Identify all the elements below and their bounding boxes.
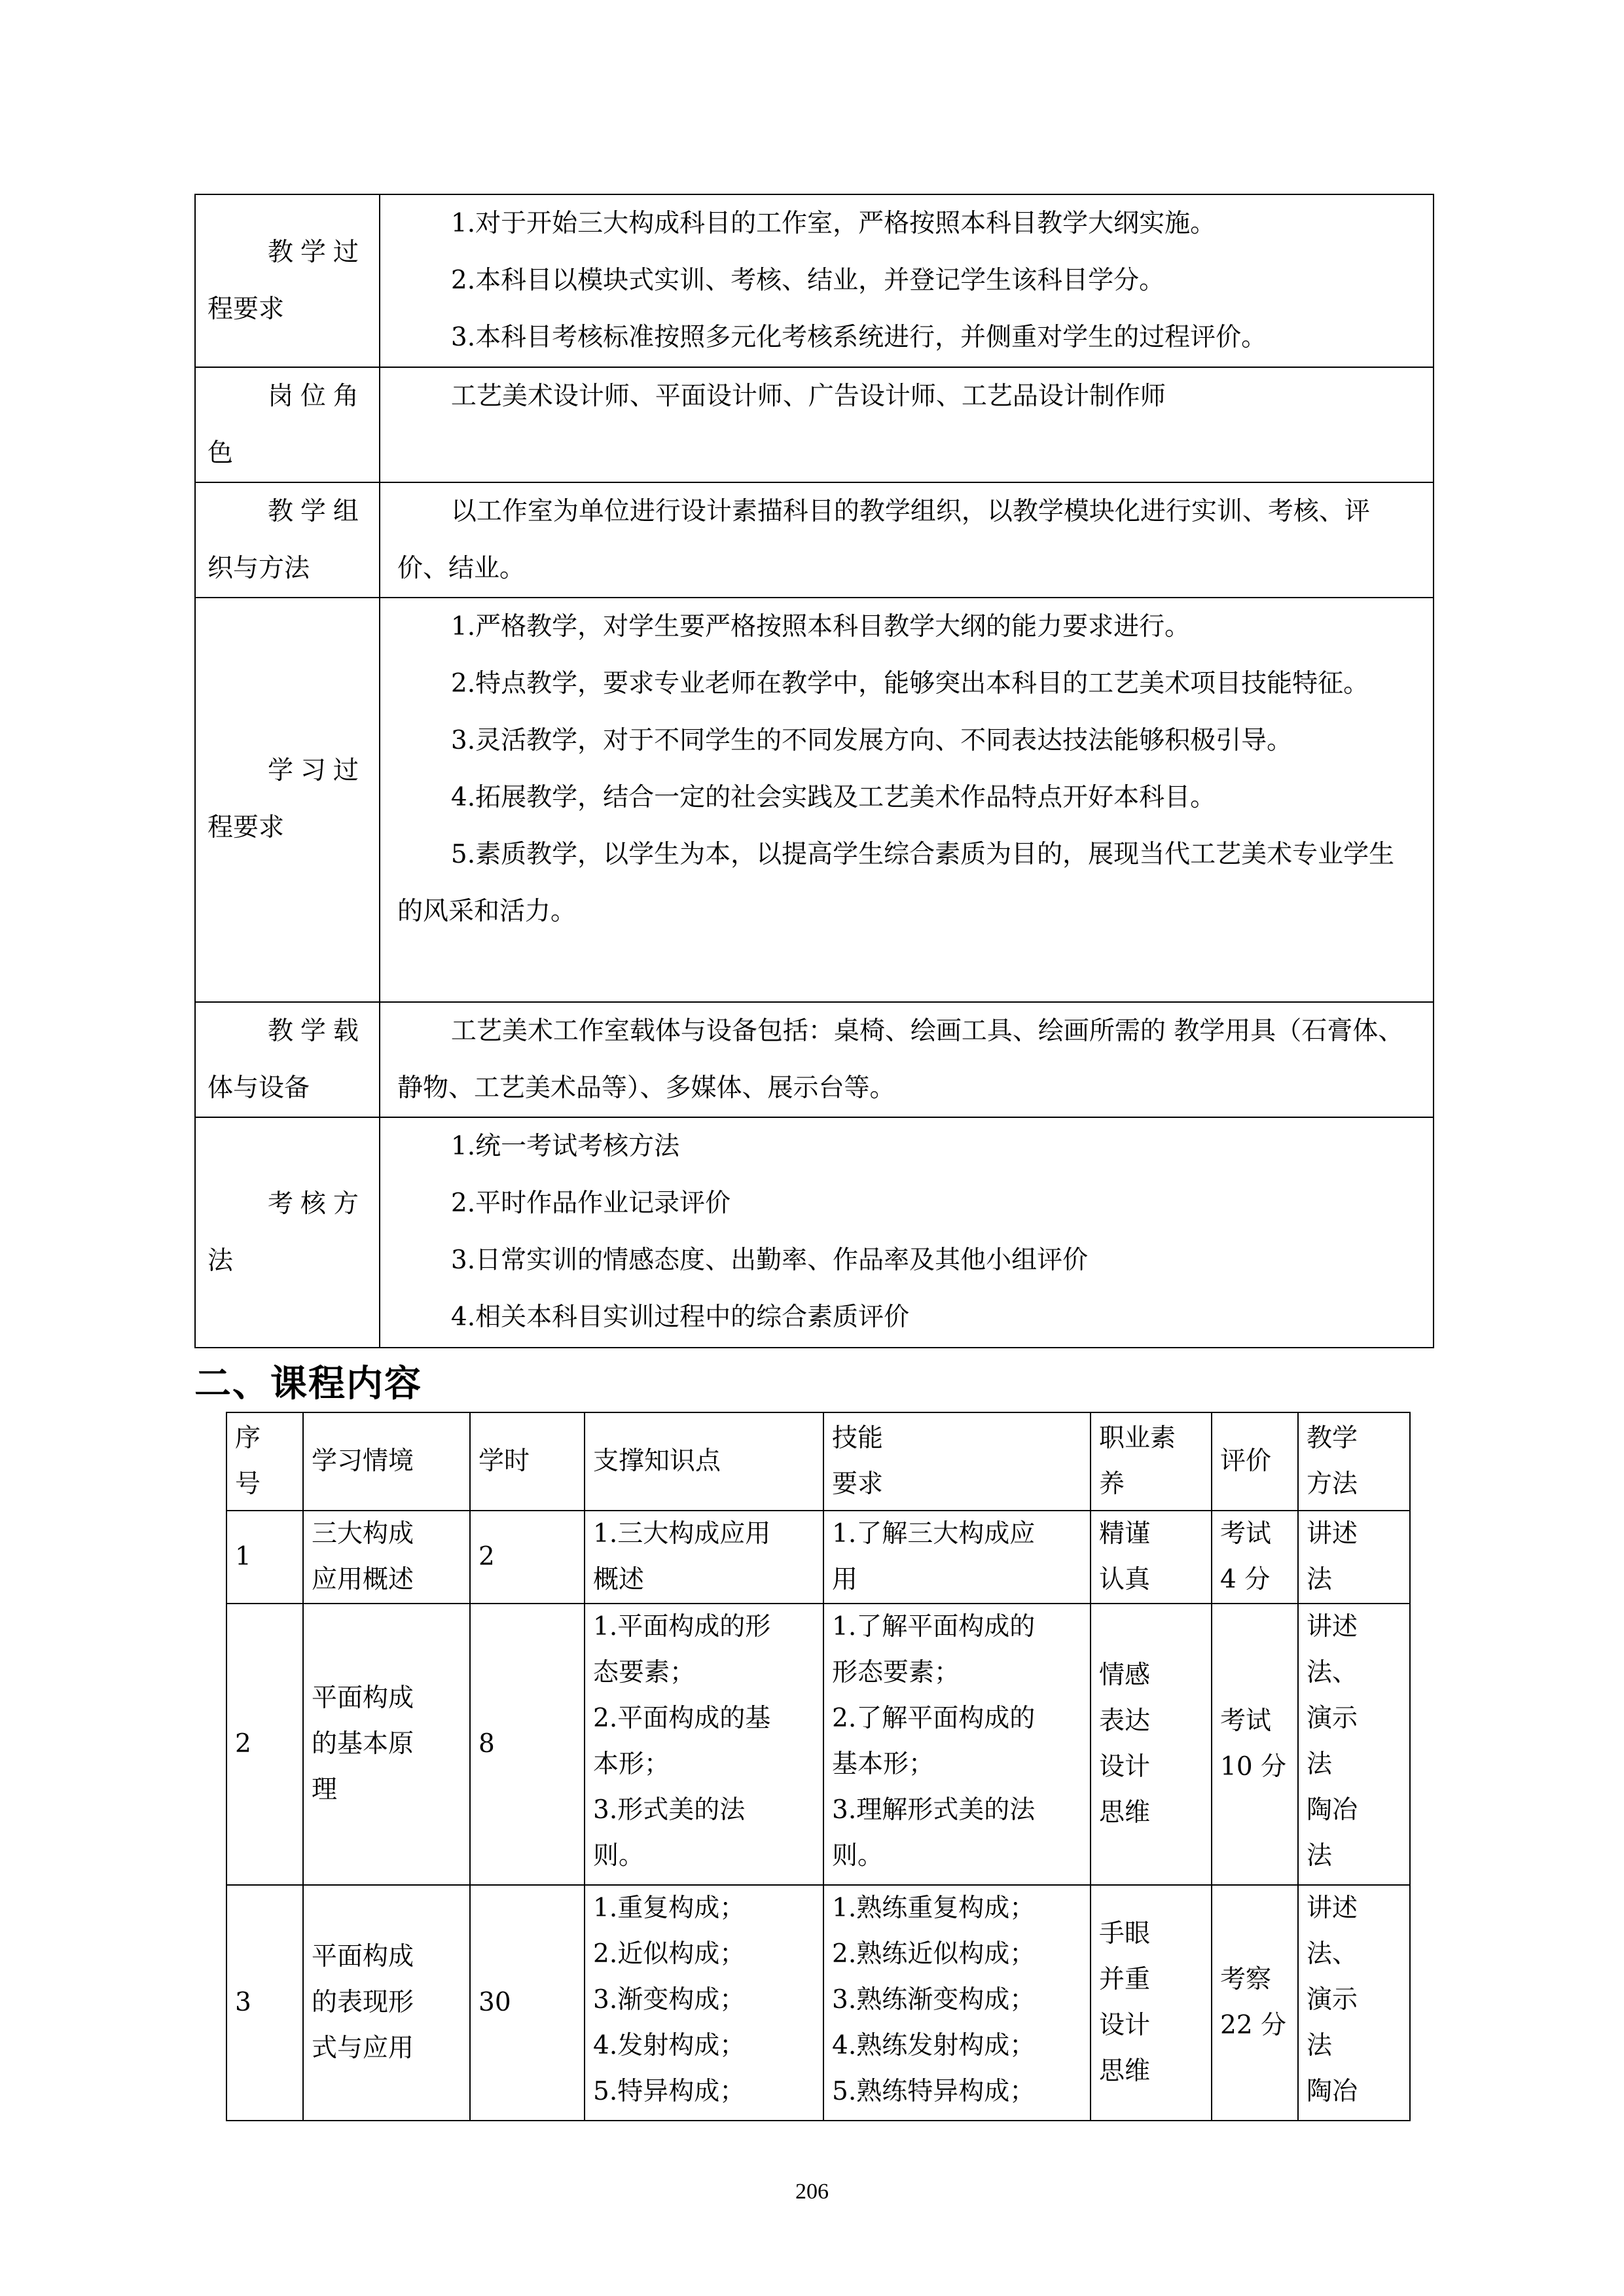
cell-line: 2.平面构成的基 [593,1704,771,1733]
cell-line: 表达 [1099,1706,1151,1736]
cell-line: 教学 [1307,1424,1358,1453]
cell-evaluation [1212,1604,1298,1885]
content-paragraph: 2.特点教学，要求专业老师在教学中，能够突出本科目的工艺美术项目技能特征。 [450,669,1369,698]
cell-line: 考试 [1220,1519,1272,1549]
cell-line: 陶冶 [1307,2077,1358,2106]
cell-hours [470,1604,585,1885]
cell-line: 1.三大构成应用 [593,1519,771,1549]
cell-knowledge [585,1885,823,2121]
cell-line: 演示 [1307,1704,1358,1733]
cell-line: 要求 [832,1469,884,1499]
cell-line: 2.近似构成； [593,1939,746,1969]
row-label [195,1117,380,1348]
cell-hours [470,1885,585,2121]
cell-line: 3.熟练渐变构成； [832,1985,1036,2015]
cell-line: 基本形； [832,1749,935,1779]
content-paragraph: 1.严格教学，对学生要严格按照本科目教学大纲的能力要求进行。 [450,612,1191,641]
cell-line: 技能 [832,1424,884,1453]
cell-line: 认真 [1099,1565,1151,1594]
cell-quality [1091,1604,1212,1885]
header-cell [1091,1412,1212,1511]
requirement-row [195,1117,1434,1348]
cell-skills [823,1511,1091,1604]
cell-value: 30 [478,1988,511,2017]
cell-line: 3.理解形式美的法 [832,1795,1036,1825]
cell-line: 概述 [593,1565,645,1594]
cell-line: 思维 [1099,2056,1151,2086]
cell-line: 则。 [593,1841,645,1871]
content-paragraph: 3.本科目考核标准按照多元化考核系统进行，并侧重对学生的过程评价。 [450,323,1267,352]
cell-line: 应用概述 [312,1565,414,1594]
cell-line: 用 [832,1565,858,1594]
cell-line: 法 [1307,1565,1333,1594]
content-paragraph: 3.日常实训的情感态度、出勤率、作品率及其他小组评价 [450,1246,1089,1275]
row-label-line: 法 [208,1246,234,1276]
cell-knowledge [585,1604,823,1885]
cell-line: 法、 [1307,1658,1358,1687]
cell-value: 3 [235,1988,251,2017]
row-label [195,1002,380,1117]
cell-line: 3.渐变构成； [593,1985,746,2015]
header-row [226,1412,1410,1511]
row-label [195,367,380,482]
cell-line: 形态要素； [832,1658,960,1687]
cell-line: 学习情境 [312,1446,414,1476]
cell-line: 1.重复构成； [593,1893,746,1923]
cell-line: 4.发射构成； [593,2031,746,2060]
header-cell [1298,1412,1410,1511]
row-content [380,367,1434,482]
section-title: 二、课程内容 [194,1363,422,1405]
cell-line: 态要素； [593,1658,696,1687]
row-label [195,482,380,598]
cell-line: 1.了解三大构成应 [832,1519,1036,1549]
cell-line: 1.了解平面构成的 [832,1612,1036,1641]
row-content [380,482,1434,598]
row-content [380,1002,1434,1117]
cell-line: 养 [1099,1469,1125,1499]
requirement-row [195,1002,1434,1117]
row-label-line: 色 [208,439,234,468]
row-label-line: 学习过 [268,756,366,785]
page-number: 206 [795,2179,829,2204]
cell-line: 法 [1307,1841,1333,1871]
requirement-row [195,194,1434,367]
cell-knowledge [585,1511,823,1604]
content-paragraph: 工艺美术工作室载体与设备包括：桌椅、绘画工具、绘画所需的 教学用具（石膏体、静物、工艺美术品等）、多媒体、展示台等。 [397,1016,1404,1103]
cell-line: 手眼 [1099,1919,1151,1948]
cell-line: 设计 [1099,1752,1151,1782]
header-cell [303,1412,470,1511]
row-content [380,194,1434,367]
cell-quality [1091,1511,1212,1604]
row-label [195,194,380,367]
table-row [226,1885,1410,2121]
header-cell [1212,1412,1298,1511]
row-label-line: 教学组 [268,497,366,526]
cell-line: 4.熟练发射构成； [832,2031,1036,2060]
cell-line: 三大构成 [312,1519,414,1549]
cell-line: 1.熟练重复构成； [832,1893,1036,1923]
row-label-line: 岗位角 [268,382,366,411]
cell-line: 思维 [1099,1798,1151,1827]
cell-line: 2.了解平面构成的 [832,1704,1036,1733]
row-content [380,1117,1434,1348]
content-paragraph: 2.本科目以模块式实训、考核、结业，并登记学生该科目学分。 [450,266,1165,295]
cell-method [1298,1885,1410,2121]
cell-value: 1 [235,1542,251,1571]
row-label-line: 程要求 [208,813,285,842]
cell-line: 精谨 [1099,1519,1151,1549]
cell-line: 考试 [1220,1706,1272,1736]
cell-line: 法 [1307,1749,1333,1779]
cell-line: 平面构成 [312,1942,414,1971]
cell-line: 的基本原 [312,1729,414,1759]
cell-line: 陶冶 [1307,1795,1358,1825]
header-cell [226,1412,303,1511]
cell-evaluation [1212,1885,1298,2121]
cell-line: 序 [235,1424,261,1453]
cell-line: 号 [235,1469,261,1499]
cell-method [1298,1511,1410,1604]
cell-line: 并重 [1099,1965,1151,1994]
cell-line: 讲述 [1307,1893,1358,1923]
cell-value: 2 [235,1729,251,1759]
content-paragraph: 1.对于开始三大构成科目的工作室，严格按照本科目教学大纲实施。 [450,209,1216,238]
teaching-requirements-table [194,194,1434,1348]
cell-quality [1091,1885,1212,2121]
cell-line: 则。 [832,1841,884,1871]
cell-situation [303,1511,470,1604]
cell-evaluation [1212,1511,1298,1604]
cell-line: 职业素 [1099,1424,1176,1453]
cell-line: 2.熟练近似构成； [832,1939,1036,1969]
content-paragraph: 4.拓展教学，结合一定的社会实践及工艺美术作品特点开好本科目。 [450,783,1216,812]
content-paragraph: 工艺美术设计师、平面设计师、广告设计师、工艺品设计制作师 [450,382,1166,411]
cell-line: 方法 [1307,1469,1358,1499]
cell-line: 学时 [478,1446,530,1476]
cell-skills [823,1885,1091,2121]
row-label-line: 织与方法 [208,554,310,583]
cell-line: 演示 [1307,1985,1358,2015]
requirement-row [195,367,1434,482]
cell-hours [470,1511,585,1604]
cell-line: 情感 [1099,1660,1151,1690]
cell-line: 考察 [1220,1965,1272,1994]
cell-situation [303,1604,470,1885]
cell-line: 10 分 [1220,1752,1287,1782]
cell-line: 3.形式美的法 [593,1795,746,1825]
table-row [226,1511,1410,1604]
cell-line: 支撑知识点 [593,1446,721,1476]
cell-line: 式与应用 [312,2034,414,2063]
cell-skills [823,1604,1091,1885]
cell-line: 讲述 [1307,1519,1358,1549]
row-label-line: 程要求 [208,295,285,324]
cell-no [226,1511,303,1604]
content-paragraph: 2.平时作品作业记录评价 [450,1189,731,1218]
cell-line: 平面构成 [312,1683,414,1713]
cell-line: 本形； [593,1749,670,1779]
row-label [195,598,380,1002]
cell-method [1298,1604,1410,1885]
cell-line: 评价 [1220,1446,1272,1476]
requirement-row [195,482,1434,598]
cell-line: 理 [312,1775,338,1804]
cell-line: 设计 [1099,2011,1151,2040]
cell-line: 的表现形 [312,1988,414,2017]
cell-line: 5.特异构成； [593,2077,746,2106]
cell-no [226,1885,303,2121]
table-row [226,1604,1410,1885]
header-cell [823,1412,1091,1511]
row-label-line: 教学载 [268,1016,366,1046]
cell-line: 法 [1307,2031,1333,2060]
cell-value: 8 [478,1729,495,1759]
header-cell [470,1412,585,1511]
content-paragraph: 4.相关本科目实训过程中的综合素质评价 [450,1302,910,1332]
row-label-line: 考核方 [268,1189,366,1219]
row-content [380,598,1434,1002]
cell-line: 4 分 [1220,1565,1271,1594]
row-label-line: 教学过 [268,238,366,267]
course-content-table [226,1412,1411,2121]
cell-value: 2 [478,1542,495,1571]
cell-situation [303,1885,470,2121]
cell-line: 法、 [1307,1939,1358,1969]
cell-line: 22 分 [1220,2011,1287,2040]
cell-line: 1.平面构成的形 [593,1612,771,1641]
header-cell [585,1412,823,1511]
content-paragraph: 3.灵活教学，对于不同学生的不同发展方向、不同表达技法能够积极引导。 [450,726,1293,755]
cell-line: 讲述 [1307,1612,1358,1641]
requirement-row [195,598,1434,1002]
row-label-line: 体与设备 [208,1073,310,1103]
cell-line: 5.熟练特异构成； [832,2077,1036,2106]
content-paragraph: 以工作室为单位进行设计素描科目的教学组织，以教学模块化进行实训、考核、评价、结业。 [397,497,1370,583]
cell-no [226,1604,303,1885]
content-paragraph: 5.素质教学，以学生为本，以提高学生综合素质为目的，展现当代工艺美术专业学生的风采和活力。 [397,840,1395,926]
content-paragraph: 1.统一考试考核方法 [450,1132,680,1161]
